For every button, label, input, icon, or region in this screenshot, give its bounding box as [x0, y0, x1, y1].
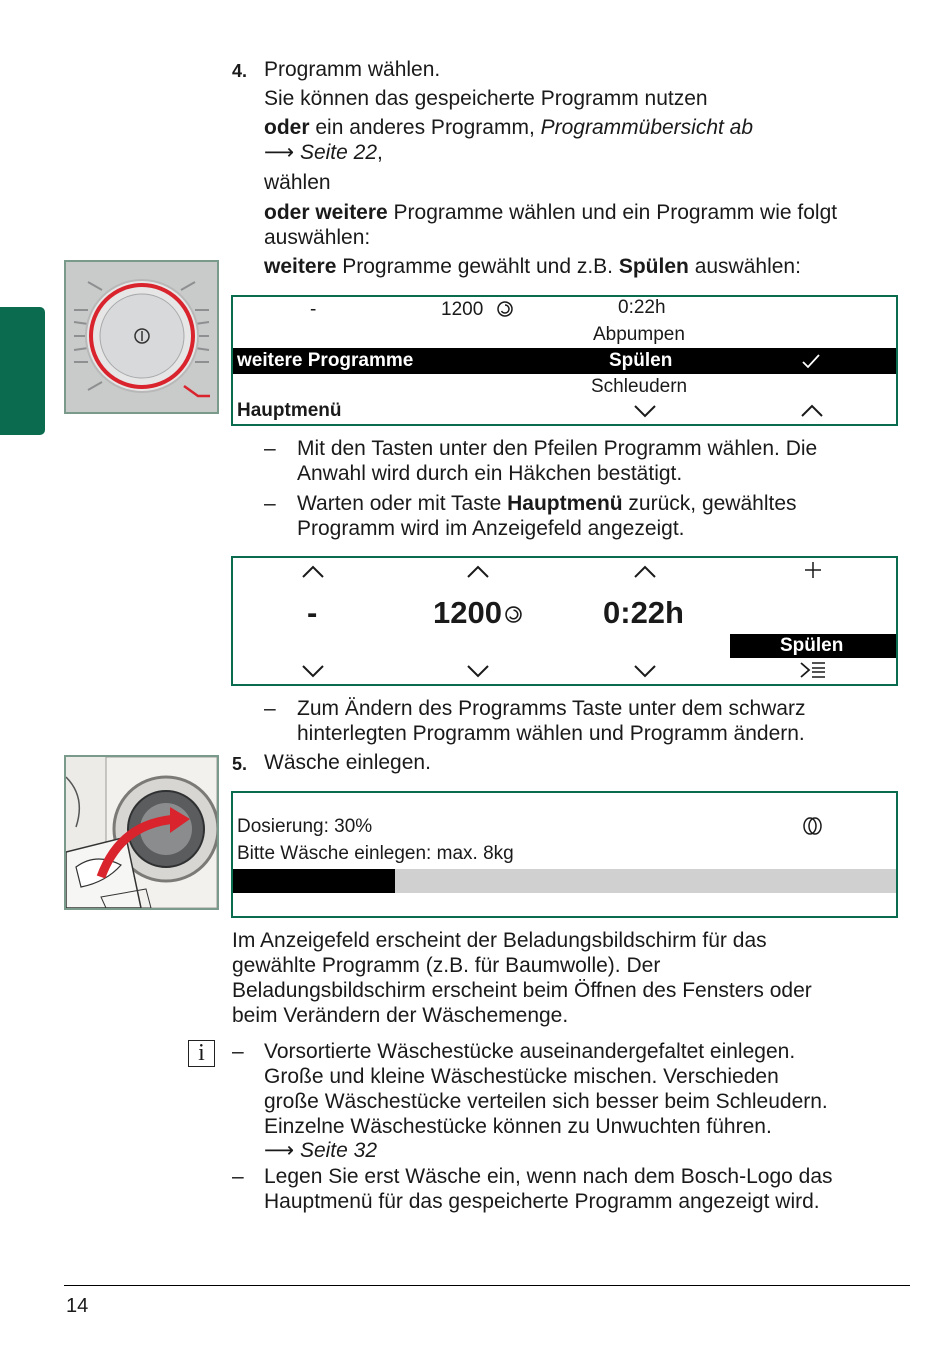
step-4-line1: Sie können das gespeicherte Programm nutzen: [264, 87, 708, 110]
chevron-up-icon[interactable]: [466, 565, 490, 579]
line5-rest: Programme wählen und ein Programm wie folgt: [387, 201, 838, 224]
bullet2-line2: Programm wird im Anzeigefeld angezeigt.: [297, 517, 685, 540]
arrow-right-icon: ⟶: [264, 1139, 300, 1162]
load-instruction-text: Bitte Wäsche einlegen: max. 8kg: [237, 843, 514, 864]
footer-rule: [64, 1285, 910, 1286]
step-4-line7: [264, 254, 801, 279]
bullet2-line1: [297, 491, 797, 516]
info-b1-line3: große Wäschestücke verteilen sich besser beim Schleudern.: [264, 1090, 828, 1113]
step-number-4: 4.: [232, 61, 248, 81]
selected-program-row[interactable]: [233, 348, 896, 374]
bullet2-bold: Hauptmenü: [507, 492, 623, 515]
arrow-right-icon: ⟶: [264, 141, 300, 164]
bullet-dash: –: [264, 697, 276, 720]
load-progress-fill: [233, 869, 395, 893]
main-menu-button[interactable]: Hauptmenü: [237, 400, 342, 421]
bullet-dash: –: [264, 437, 276, 460]
info-b2-line2: Hauptmenü für das gespeicherte Programm angezeigt wird.: [264, 1190, 820, 1213]
spin-icon: [505, 606, 522, 623]
checkmark-icon: [801, 353, 821, 369]
info-b1-line4: Einzelne Wäschestücke können zu Unwuchten führen.: [264, 1115, 772, 1138]
bullet3-line2: hinterlegten Programm wählen und Programm ändern.: [297, 722, 805, 745]
line7-rest: auswählen:: [688, 255, 801, 278]
bullet1-line2: Anwahl wird durch ein Häkchen bestätigt.: [297, 462, 683, 485]
bullet2-post: zurück, gewähltes: [622, 492, 797, 515]
step-4-line5: [264, 200, 837, 225]
program-option-abpumpen[interactable]: Abpumpen: [593, 324, 685, 345]
bullet1-line1: Mit den Tasten unter den Pfeilen Programm wählen. Die: [297, 437, 818, 460]
paragraph-line1: Im Anzeigefeld erscheint der Beladungsbildschirm für das: [232, 929, 767, 952]
bullet-dash: –: [232, 1165, 244, 1188]
plus-icon[interactable]: [804, 561, 822, 579]
display2-time: 0:22h: [603, 595, 684, 630]
bullet2-pre: Warten oder mit Taste: [297, 492, 508, 515]
display-loading-screen: [231, 791, 898, 918]
chevron-up-icon[interactable]: [633, 565, 657, 579]
load-progress-track: [233, 869, 896, 893]
chevron-down-icon[interactable]: [633, 664, 657, 678]
selected-program-label: Spülen: [609, 350, 673, 371]
paragraph-line3: Beladungsbildschirm erscheint beim Öffnen des Fensters oder: [232, 979, 812, 1002]
chevron-down-icon[interactable]: [633, 404, 657, 418]
program-button-label: Spülen: [780, 635, 844, 656]
info-b1-line1: Vorsortierte Wäschestücke auseinandergefaltet einlegen.: [264, 1040, 796, 1063]
bullet-dash: –: [232, 1040, 244, 1063]
step-4-line2: [264, 115, 753, 140]
bold-weitere: weitere: [264, 255, 337, 278]
i-dos-icon: [803, 817, 823, 835]
step-4-line3: [264, 140, 383, 165]
load-laundry-image: [64, 755, 219, 910]
bullet3-line1: Zum Ändern des Programms Taste unter dem schwarz: [297, 697, 806, 720]
page-32-link[interactable]: Seite 32: [299, 1139, 378, 1162]
paragraph-line2: gewählte Programm (z.B. für Baumwolle). Der: [232, 954, 661, 977]
display-main-menu: [231, 556, 898, 686]
info-b2-line1: Legen Sie erst Wäsche ein, wenn nach dem Bosch-Logo das: [264, 1165, 833, 1188]
bold-spuelen: Spülen: [618, 255, 689, 278]
chevron-up-icon[interactable]: [301, 565, 325, 579]
program-overview-ref: Programmübersicht ab: [540, 116, 754, 139]
spin-icon: [497, 301, 513, 317]
chevron-down-icon[interactable]: [466, 664, 490, 678]
info-b1-line2: Große und kleine Wäschestücke mischen. Verschieden: [264, 1065, 779, 1088]
display2-speed: 1200: [433, 595, 502, 630]
step-4-line4: wählen: [264, 171, 331, 194]
line2-rest: ein anderes Programm,: [309, 116, 541, 139]
display2-dash: -: [307, 595, 318, 630]
further-programs-label: weitere Programme: [237, 350, 414, 371]
dial-icon: [66, 262, 217, 412]
step-4-title: Programm wählen.: [264, 58, 441, 81]
step-5-title: Wäsche einlegen.: [264, 751, 431, 774]
info-icon: i: [188, 1040, 215, 1067]
display1-time: 0:22h: [618, 297, 666, 318]
dosing-text: Dosierung: 30%: [237, 816, 373, 837]
chevron-down-icon[interactable]: [301, 664, 325, 678]
program-button[interactable]: [730, 634, 896, 658]
program-dial-image: [64, 260, 219, 414]
comma: ,: [377, 141, 383, 164]
display-program-list: [231, 295, 898, 426]
paragraph-line4: beim Verändern der Wäschemenge.: [232, 1004, 569, 1027]
bullet-dash: –: [264, 492, 276, 515]
program-list-icon[interactable]: [799, 660, 827, 680]
display1-dash: -: [310, 299, 317, 320]
program-option-schleudern[interactable]: Schleudern: [591, 376, 688, 397]
washing-machine-icon: [66, 757, 217, 908]
line7-mid: Programme gewählt und z.B.: [336, 255, 619, 278]
page-22-link[interactable]: Seite 22: [299, 141, 378, 164]
step-number-5: 5.: [232, 754, 248, 774]
info-b1-link-line: [264, 1138, 377, 1163]
chapter-tab: [0, 307, 45, 435]
chevron-up-icon[interactable]: [800, 404, 824, 418]
bold-oder: oder: [264, 116, 310, 139]
step-4-line6: auswählen:: [264, 226, 371, 249]
bold-oder-weitere: oder weitere: [264, 201, 388, 224]
page-number: 14: [66, 1295, 89, 1317]
display1-speed: 1200: [441, 299, 484, 320]
